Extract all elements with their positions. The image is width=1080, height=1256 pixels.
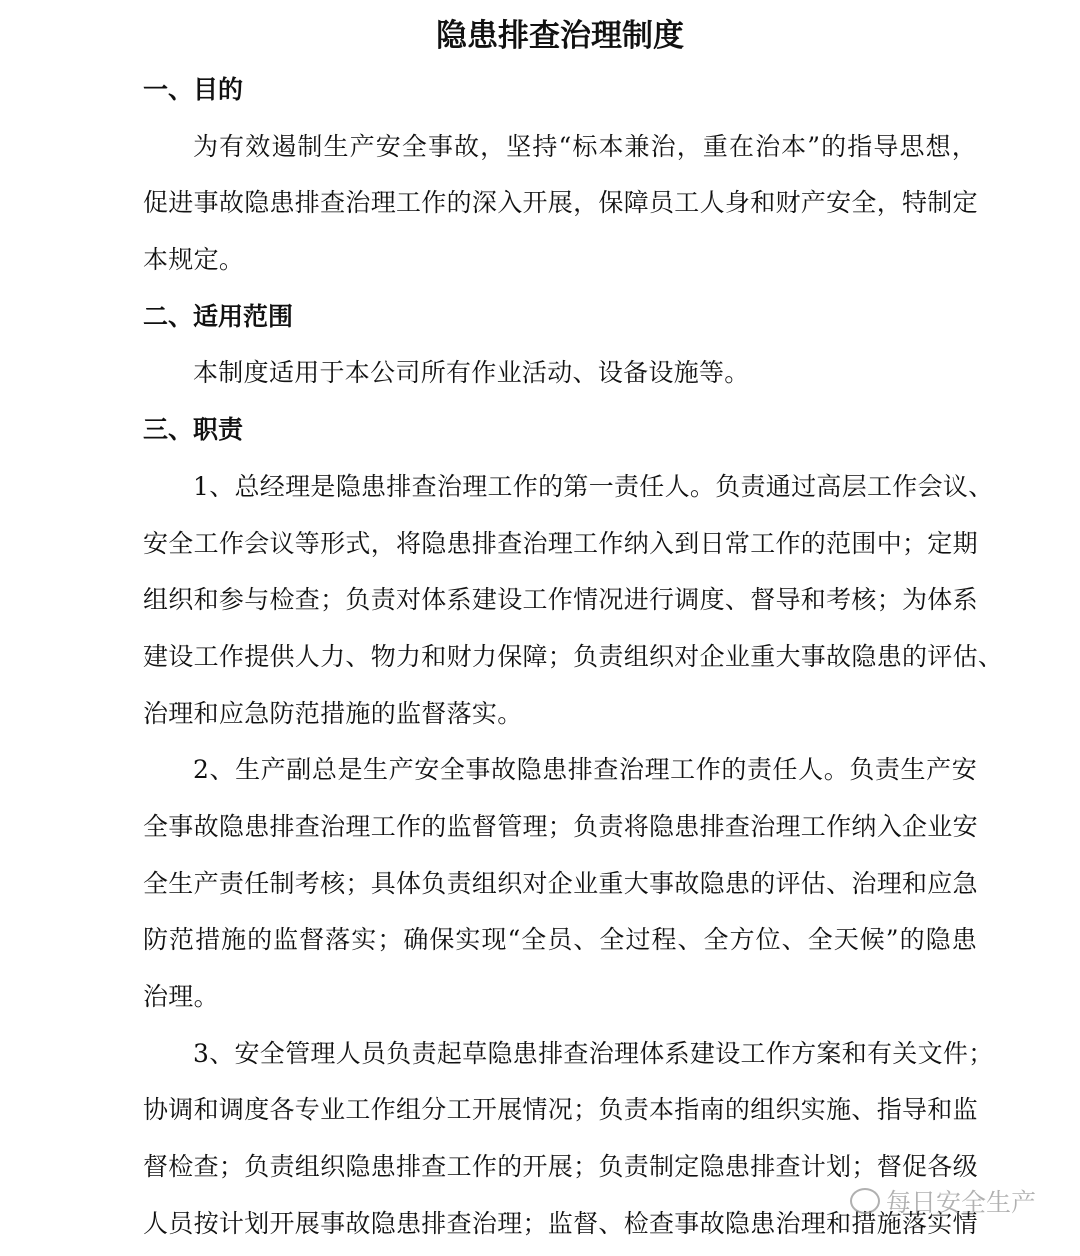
paragraph-line: 促进事故隐患排查治理工作的深入开展，保障员工人身和财产安全，特制定 — [143, 188, 978, 218]
section-heading: 一、目的 — [143, 75, 244, 104]
section-heading: 三、职责 — [143, 415, 244, 445]
document-title: 隐患排查治理制度 — [436, 18, 684, 54]
paragraph-line: 2、生产副总是生产安全事故隐患排查治理工作的责任人。负责生产安 — [193, 755, 977, 785]
watermark — [850, 1183, 1036, 1219]
paragraph-line: 治理。 — [143, 982, 219, 1011]
paragraph-line: 全生产责任制考核；具体负责组织对企业重大事故隐患的评估、治理和应急 — [143, 868, 978, 898]
paragraph-line: 治理和应急防范措施的监督落实。 — [143, 698, 523, 728]
paragraph-line: 防范措施的监督落实；确保实现“全员、全过程、全方位、全天候”的隐患 — [143, 925, 977, 955]
paragraph-line: 建设工作提供人力、物力和财力保障；负责组织对企业重大事故隐患的评估、 — [143, 641, 1004, 671]
paragraph-line: 组织和参与检查；负责对体系建设工作情况进行调度、督导和考核；为体系 — [143, 585, 978, 615]
paragraph-line: 人员按计划开展事故隐患排查治理；监督、检查事故隐患治理和措施落实情 — [143, 1208, 978, 1238]
watermark-text: 每日安全生产 — [886, 1188, 1037, 1217]
paragraph-line: 本规定。 — [143, 245, 245, 275]
paragraph-line: 协调和调度各专业工作组分工开展情况；负责本指南的组织实施、指导和监 — [143, 1095, 978, 1125]
paragraph-line: 本制度适用于本公司所有作业活动、设备设施等。 — [193, 358, 750, 388]
paragraph-line: 3、安全管理人员负责起草隐患排查治理体系建设工作方案和有关文件； — [193, 1038, 994, 1068]
paragraph-line: 1、总经理是隐患排查治理工作的第一责任人。负责通过高层工作会议、 — [193, 471, 994, 501]
paragraph-line: 全事故隐患排查治理工作的监督管理；负责将隐患排查治理工作纳入企业安 — [143, 811, 978, 841]
paragraph-line: 为有效遏制生产安全事故，坚持“标本兼治，重在治本”的指导思想， — [193, 131, 977, 161]
section-heading: 二、适用范围 — [143, 301, 294, 331]
paragraph-line: 督检查；负责组织隐患排查工作的开展；负责制定隐患排查计划；督促各级 — [143, 1152, 978, 1182]
paragraph-line: 安全工作会议等形式，将隐患排查治理工作纳入到日常工作的范围中；定期 — [143, 528, 978, 558]
document-body — [143, 62, 1004, 1252]
wechat-icon — [850, 1188, 880, 1214]
